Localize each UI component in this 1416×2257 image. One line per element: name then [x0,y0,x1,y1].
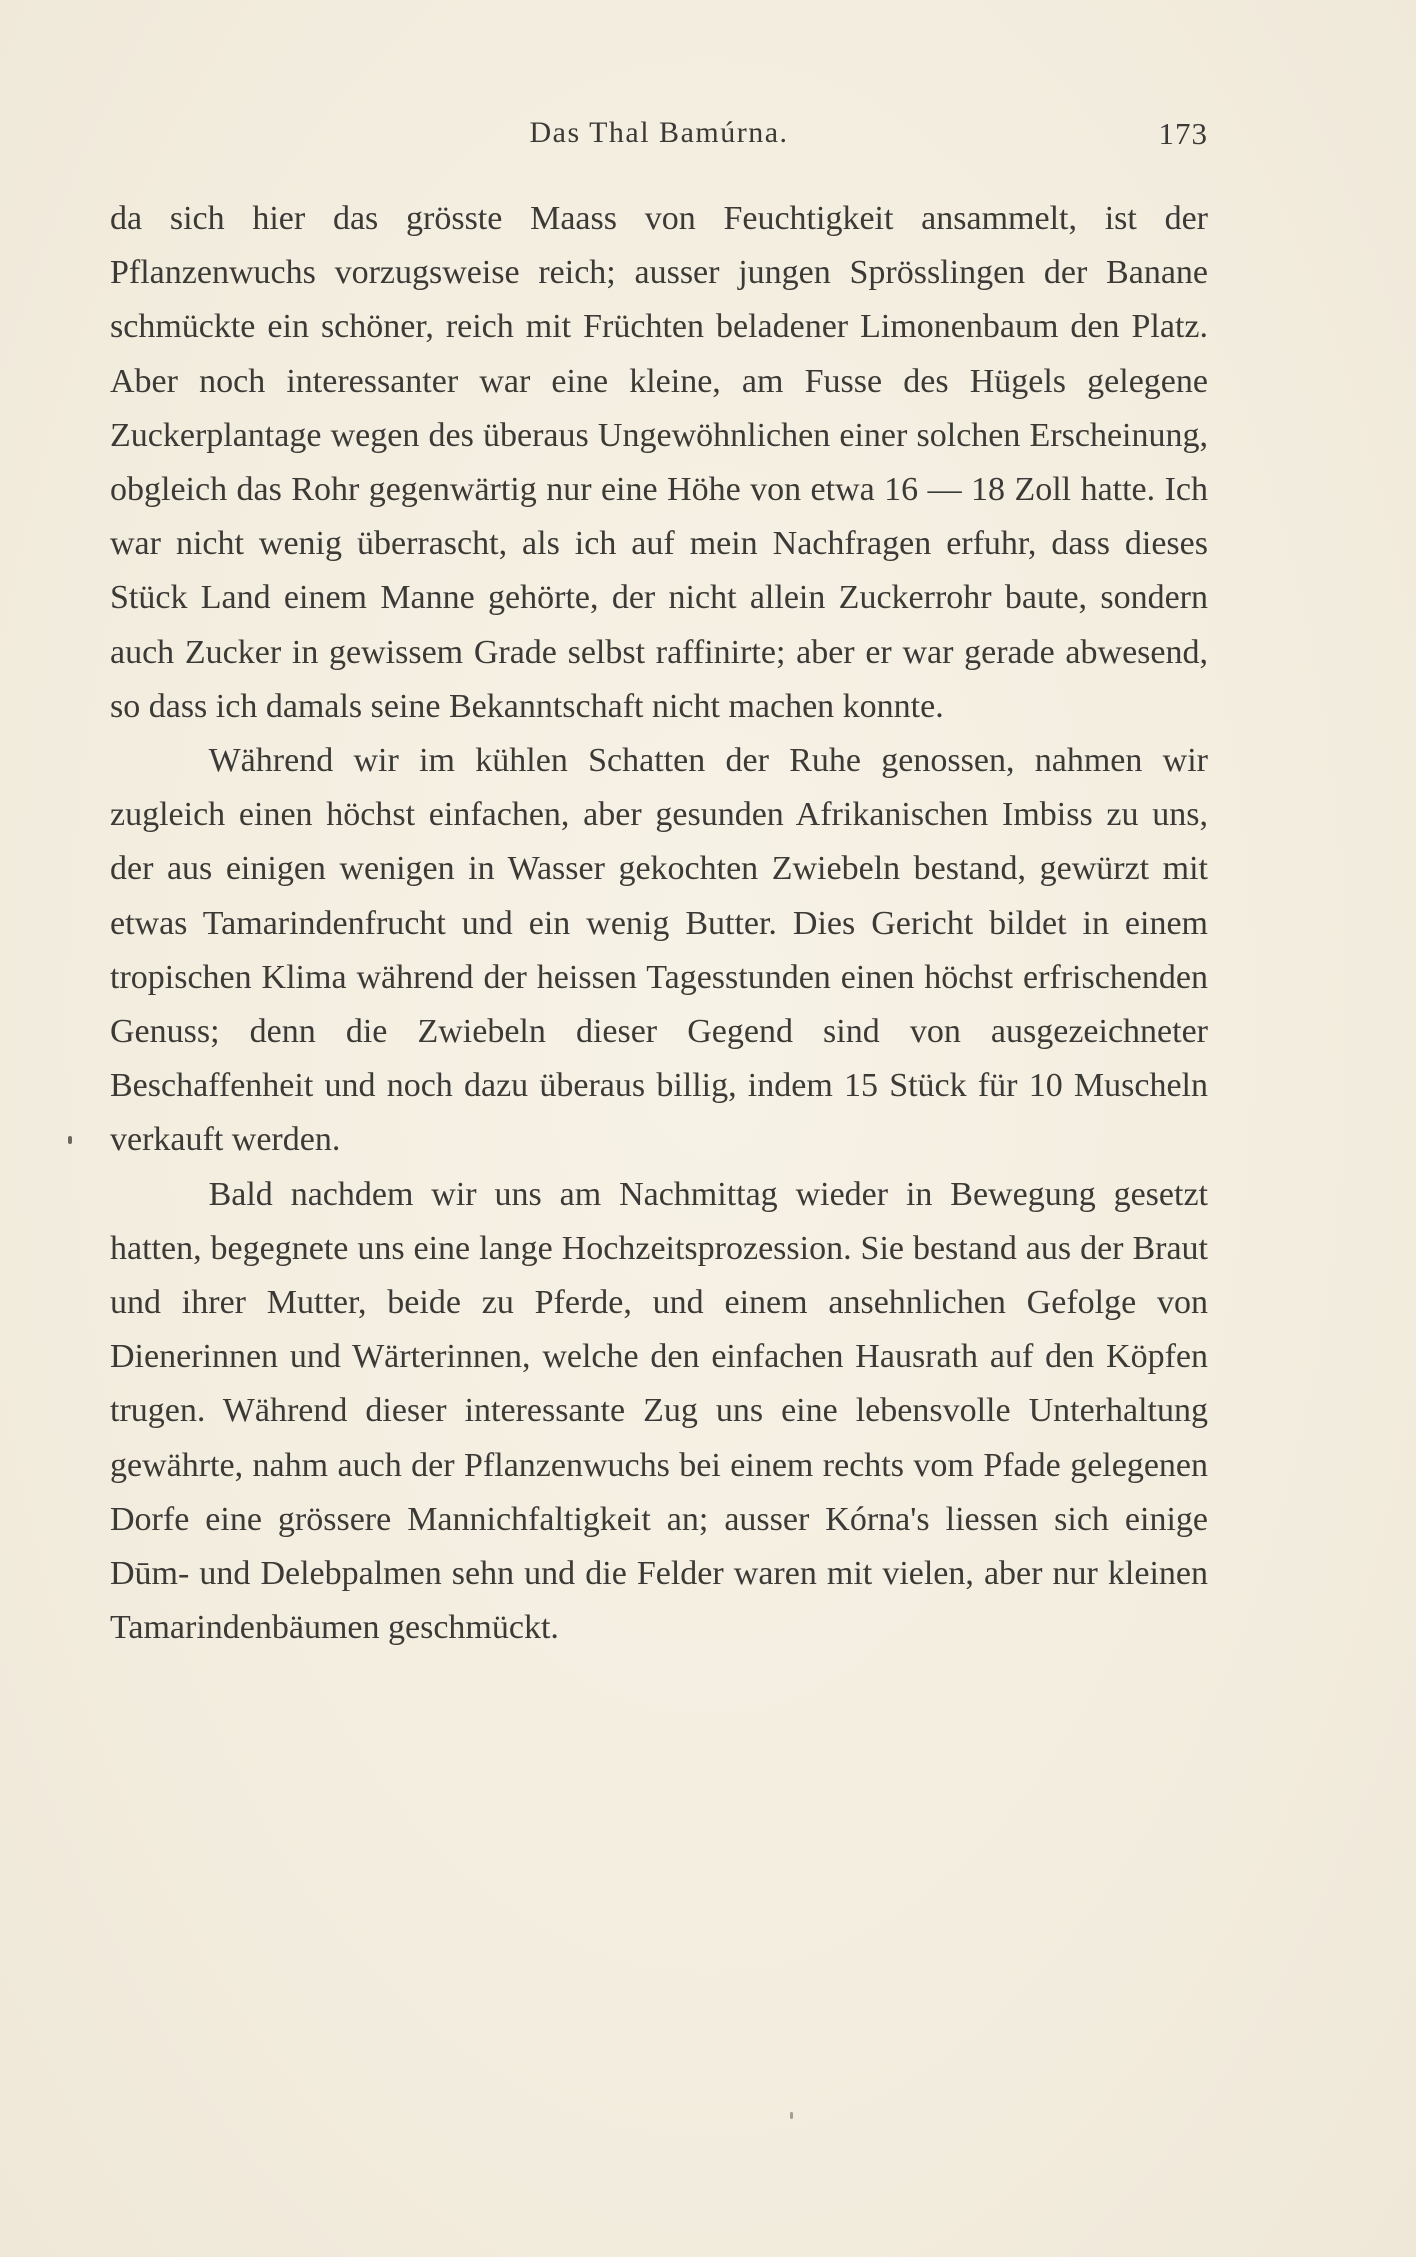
body-text [110,192,1208,1655]
running-head [110,116,1208,156]
paragraph-2: Während wir im kühlen Schatten der Ruhe genossen, nahmen wir zugleich einen höchst einfachen, aber gesunden Afrikanischen Imbiss zu uns, der aus einigen wenigen in Wasser gekochten Zwiebeln bestand, gewürzt mit etwas Tamarindenfrucht und ein wenig Butter. Dies Gericht bildet in einem tropischen Klima während der heissen Tagesstunden einen höchst erfrischenden Genuss; denn die Zwiebeln dieser Gegend sind von ausgezeichneter Beschaffenheit und noch dazu überaus billig, indem 15 Stück für 10 Muscheln verkauft werden. [110,742,1208,1159]
paragraph-3: Bald nachdem wir uns am Nachmittag wieder in Bewegung gesetzt hatten, begegnete uns eine lange Hochzeitsprozession. Sie bestand aus der Braut und ihrer Mutter, beide zu Pferde, und einem ansehnlichen Gefolge von Dienerinnen und Wärterinnen, welche den einfachen Hausrath auf den Köpfen trugen. Während dieser interessante Zug uns eine lebensvolle Unterhaltung gewährte, nahm auch der Pflanzenwuchs bei einem rechts vom Pfade gelegenen Dorfe eine grössere Mannichfaltigkeit an; ausser Kórna's liessen sich einige Dūm- und Delebpalmen sehn und die Felder waren mit vielen, aber nur kleinen Tamarindenbäumen geschmückt. [110,1175,1208,1647]
page-number: 173 [1158,116,1208,151]
paragraph-1: da sich hier das grösste Maass von Feuchtigkeit ansammelt, ist der Pflanzenwuchs vorzugsweise reich; ausser jungen Sprösslingen der Banane schmückte ein schöner, reich mit Früchten beladener Limonenbaum den Platz. Aber noch interessanter war eine kleine, am Fusse des Hügels gelegene Zuckerplantage wegen des überaus Ungewöhnlichen einer solchen Erscheinung, obgleich das Rohr gegenwärtig nur eine Höhe von etwa 16 — 18 Zoll hatte. Ich war nicht wenig überrascht, als ich auf mein Nachfragen erfuhr, dass dieses Stück Land einem Manne gehörte, der nicht allein Zuckerrohr baute, sondern auch Zucker in gewissem Grade selbst raffinirte; aber er war gerade abwesend, so dass ich damals seine Bekanntschaft nicht machen konnte. [110,200,1208,725]
margin-speck [68,1136,72,1144]
bottom-speck [790,2112,793,2119]
running-title: Das Thal Bamúrna. [529,116,789,149]
